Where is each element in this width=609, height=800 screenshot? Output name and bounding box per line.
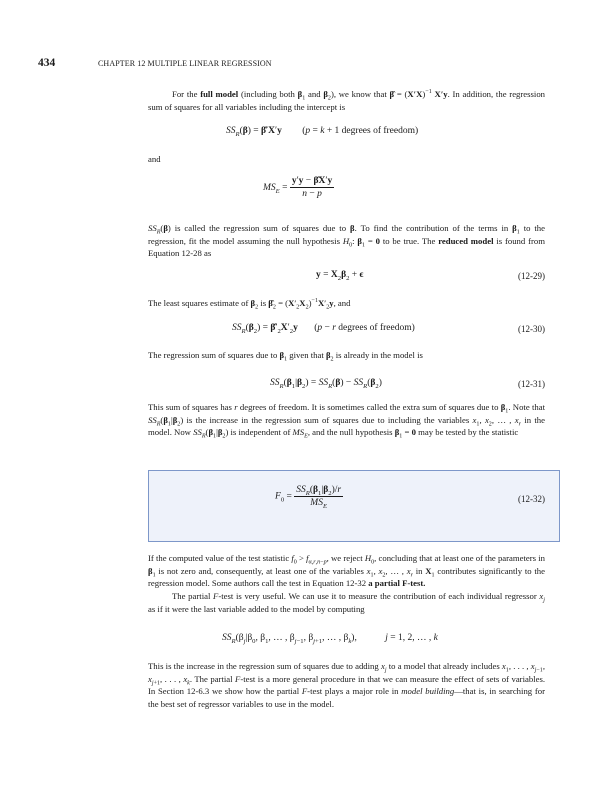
term-full-model: full model bbox=[200, 89, 239, 99]
eq-number-12-31: (12-31) bbox=[518, 379, 545, 389]
paragraph-extra-sum: This sum of squares has r degrees of freedom. It is sometimes called the extra sum of squares due to $\beta_1$. Note that $SS_R(\beta_1|\beta_2)$ is the increase in the regression sum of squares due to including the variables $x_1$, $x_2$, … , $x_r$ in the model. Now $SS_R(\beta_1|\beta_2)$ is independent of $MS_E$, and the null hypothesis $\beta_1 = 0$ may be tested by the statistic bbox=[148, 402, 546, 441]
paragraph-reject: If the computed value of the test statistic $f_0 > f_{\alpha,r,n-p}$, we reject $H_0$, concluding that at least one of the parameters in $\beta_1$ is not zero and, consequently, at least one of the variables $x_1$, $x_2$, … , $x_r$ in $X_1$ contributes significantly to the regression model. Some authors call the test in Equation 12-32 a partial F-test. The partial F-test is very useful. We can use it to measure the contribution of each individual regressor $x_j$ as if it were the last variable added to the model by computing bbox=[148, 553, 546, 614]
page-number: 434 bbox=[38, 57, 56, 69]
paragraph-and: and bbox=[148, 154, 161, 164]
term-partial-f: a partial F-test. bbox=[368, 578, 426, 589]
eq-number-12-29: (12-29) bbox=[518, 271, 545, 281]
equation-ssr-partial: $SS_R(\beta_j|\beta_0$, $\beta_1$, … , $\beta_{j-1}$, $\beta_{j+1}$, … , $\beta_k$), j = 1, 2, … , k bbox=[222, 633, 438, 645]
term-model-building: model building bbox=[401, 686, 455, 697]
paragraph-contribution: $SS_R(\beta)$ is called the regression sum of squares due to β. To find the contribution of the terms in $\beta_1$ to the regression, fit the model assuming the null hypothesis $H_0$: $\beta_1 = 0$ to be true. The reduced model is found from Equation 12-28 as bbox=[148, 223, 545, 259]
eq-number-12-30: (12-30) bbox=[518, 324, 545, 334]
paragraph-increase: This is the increase in the regression sum of squares due to adding $x_j$ to a model that already includes $x_1$, . . . , $x_{j-1}$, $x_{j+1}$, . . . , $x_k$. The partial F-test is a more general procedure in that we can measure the effect of sets of variables. In Section 12-6.3 we show how the partial F-test plays a major role in model building—that is, in searching for the best set of regressor variables to use in the model. bbox=[148, 661, 546, 710]
term-reduced-model: reduced model bbox=[438, 235, 494, 246]
paragraph-full-model: For the full model (including both $\beta_1$ and $\beta_2$), we know that β̂ = $(X'X)^{-1}$ X′y. In addition, the regression sum of squares for all variables including the intercept is bbox=[148, 89, 546, 112]
equation-12-30: $SS_R(\beta_2)$ = $\betâ'_2X'_2y$ (p − r degrees of freedom) bbox=[232, 323, 415, 335]
highlight-box-equation bbox=[148, 470, 560, 542]
paragraph-given: The regression sum of squares due to $\beta_1$ given that $\beta_2$ is already in the model is bbox=[148, 350, 423, 363]
paragraph-least-squares: The least squares estimate of $\beta_2$ is $\betâ_2 = (X'_2X_2)^{-1}X'_2y$, and bbox=[148, 298, 351, 311]
eq-number-12-32: (12-32) bbox=[518, 494, 545, 504]
equation-ssr-full: $SS_R(\beta)$ = β̂′X′y (p = k + 1 degrees of freedom) bbox=[226, 126, 419, 138]
chapter-header: CHAPTER 12 MULTIPLE LINEAR REGRESSION bbox=[98, 59, 272, 68]
equation-12-29: $y = X_2\beta_2 + \epsilon$ bbox=[316, 270, 364, 282]
equation-12-32: $F_0$ = $\frac{SS_R(\beta_1|\beta_2)/r}{MS_E}$ bbox=[275, 485, 342, 510]
equation-mse: $MS_E$ = $\frac{y'y - \betâX'y}{n - p}$ bbox=[263, 176, 333, 199]
equation-12-31: $SS_R(\beta_1|\beta_2) = SS_R(\beta) - SS_R(\beta_2)$ bbox=[270, 378, 382, 390]
